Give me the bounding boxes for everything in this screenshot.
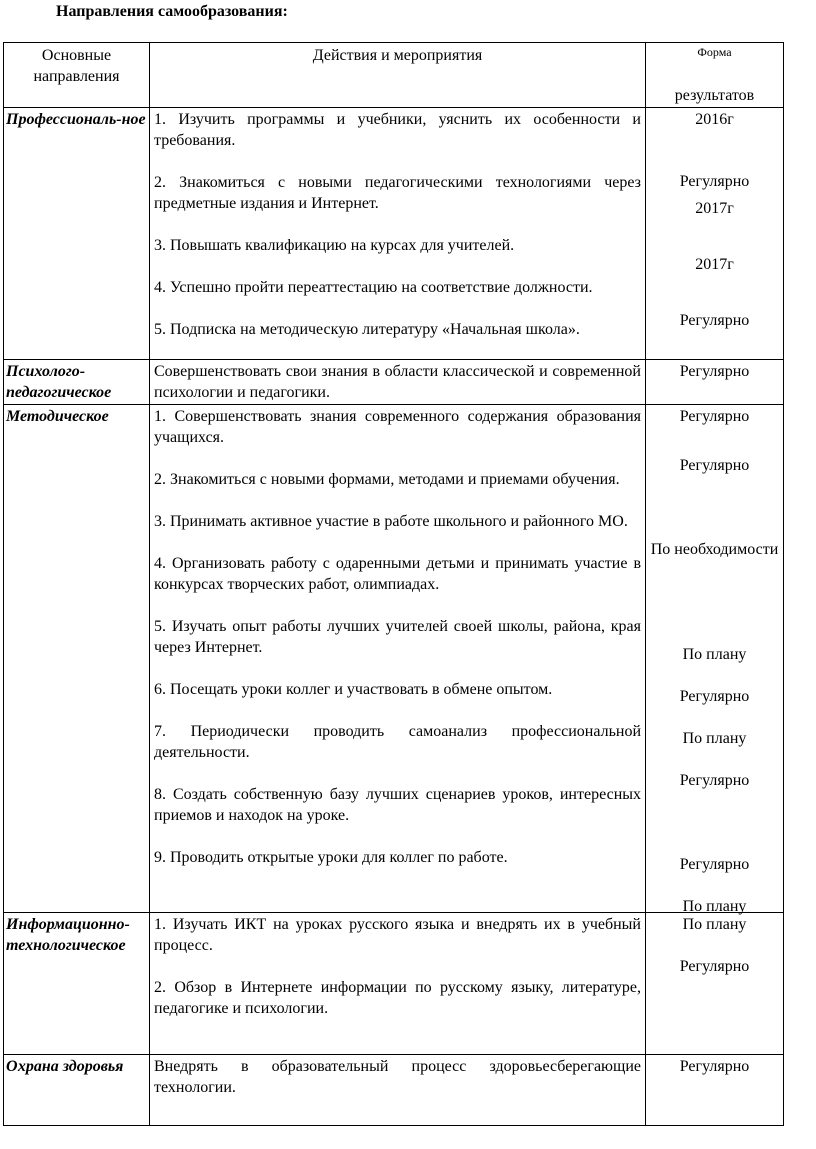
action-item: 2. Обзор в Интернете информации по русскому языку, литературе, педагогике и психологии. [154,979,641,1017]
result-item: Регулярно [679,173,750,190]
table-row [4,405,784,913]
action-item: Совершенствовать свои знания в области классической и современной психологии и педагогики. [154,363,641,401]
direction-cell: Профессиональ-ное [4,108,150,360]
direction-cell: Охрана здоровья [4,1055,150,1126]
action-item: Внедрять в образовательный процесс здоровьесберегающие технологии. [154,1058,641,1096]
table-row [4,1055,784,1126]
direction-cell: Информационно-технологическое [4,913,150,1055]
action-item: 3. Принимать активное участие в работе школьного и районного МО. [154,513,628,530]
results-cell [646,108,784,360]
results-cell [646,405,784,913]
table-row [4,108,784,360]
result-item: По необходимости [650,541,779,558]
header-directions: Основные направления [4,43,150,108]
result-item: 2016г [695,111,734,128]
action-item: 5. Подписка на методическую литературу «Начальная школа». [154,321,580,338]
table-row [4,360,784,405]
action-item: 2. Знакомиться с новыми формами, методами и приемами обучения. [154,471,620,488]
actions-cell [150,405,646,913]
header-form [646,43,784,108]
action-item: 4. Успешно пройти переаттестацию на соответствие должности. [154,279,593,296]
header-actions: Действия и мероприятия [150,43,646,108]
action-item: 9. Проводить открытые уроки для коллег по работе. [154,849,508,866]
result-item: Регулярно [679,688,750,705]
actions-cell [150,913,646,1055]
action-item: 3. Повышать квалификацию на курсах для учителей. [154,237,515,254]
header-form-result: результатов [674,87,755,104]
result-item: Регулярно [679,772,750,789]
table-row [4,913,784,1055]
self-education-table [3,42,784,1126]
result-item: 2017г [695,200,734,217]
action-item: 2. Знакомиться с новыми педагогическими технологиями через предметные издания и Интернет. [154,174,641,212]
results-cell [646,913,784,1055]
document-title: Направления самообразования: [56,3,288,20]
result-item: Регулярно [679,408,750,425]
result-item: 2017г [695,256,734,273]
result-item: По плану [682,730,747,747]
actions-cell [150,1055,646,1126]
action-item: 1. Изучать ИКТ на уроках русского языка и внедрять их в учебный процесс. [154,916,641,954]
result-item: Регулярно [679,1058,750,1075]
action-item: 1. Изучить программы и учебники, уяснить их особенности и требования. [154,111,641,149]
action-item: 4. Организовать работу с одаренными детьми и принимать участие в конкурсах творческих работ, олимпиадах. [154,555,641,593]
result-item: Регулярно [679,363,750,380]
direction-cell: Методическое [4,405,150,913]
result-item: Регулярно [679,958,750,975]
result-item: Регулярно [679,457,750,474]
results-cell [646,360,784,405]
direction-cell: Психолого-педагогическое [4,360,150,405]
action-item: 7. Периодически проводить самоанализ профессиональной деятельности. [154,723,641,761]
actions-cell [150,108,646,360]
result-item: По плану [682,916,747,933]
action-item: 1. Совершенствовать знания современного содержания образования учащихся. [154,408,641,446]
result-item: По плану [682,898,747,915]
result-item: Регулярно [679,312,750,329]
action-item: 6. Посещать уроки коллег и участвовать в обмене опытом. [154,681,553,698]
table-header-row [4,43,784,108]
actions-cell [150,360,646,405]
result-item: Регулярно [679,856,750,873]
result-item: По плану [682,646,747,663]
results-cell [646,1055,784,1126]
action-item: 8. Создать собственную базу лучших сценариев уроков, интересных приемов и находок на уроке. [154,786,641,824]
action-item: 5. Изучать опыт работы лучших учителей своей школы, района, края через Интернет. [154,618,641,656]
header-form-small: Форма [697,45,732,59]
